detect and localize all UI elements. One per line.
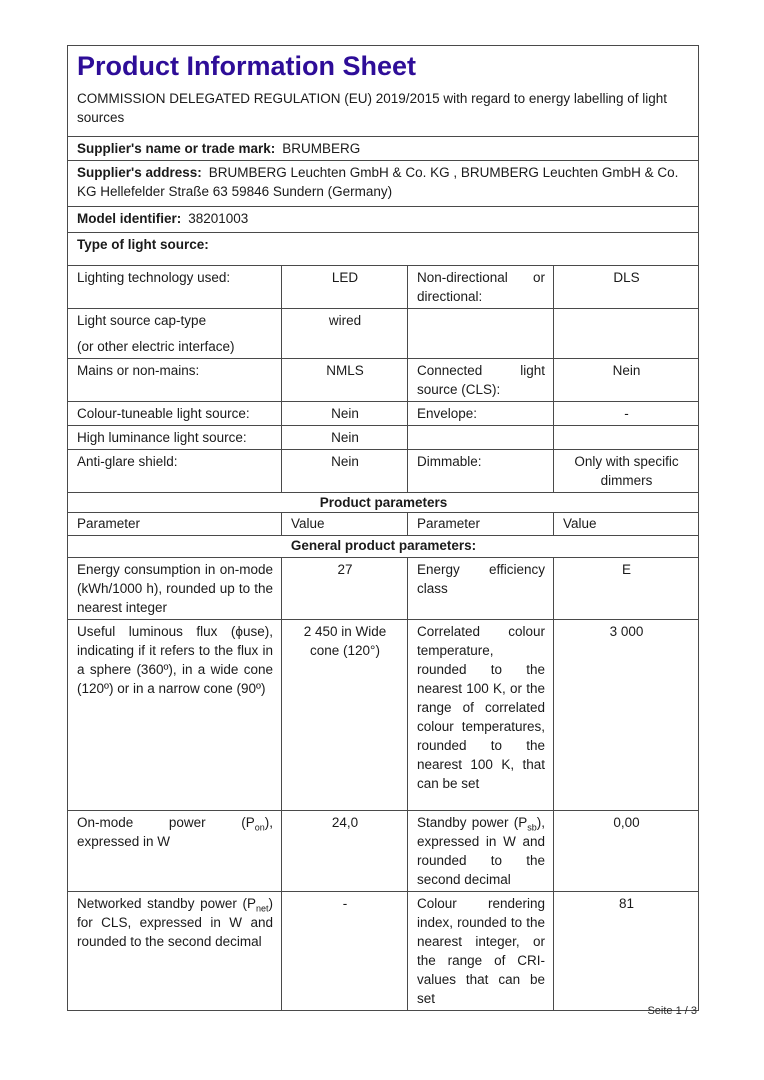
anti-glare-label: Anti-glare shield: [68,450,282,493]
table-row [68,402,699,426]
empty-cell [408,426,554,450]
energy-consumption-value: 27 [282,558,408,620]
dimmable-label: Dimmable: [408,450,554,493]
supplier-address-value: BRUMBERG Leuchten GmbH & Co. KG , BRUMBERG Leuchten GmbH & Co. KG Hellefelder Straße 63 59846 Sundern (Germany) [77,165,679,199]
on-mode-power-label-post: ), expressed in W [77,815,273,849]
energy-consumption-label: Energy consumption in on-mode (kWh/1000 h), rounded up to the nearest integer [68,558,282,620]
supplier-name-cell [68,137,699,161]
colour-rendering-index-label: Colour rendering index, rounded to the nearest integer, or the range of CRI-values that can be set [408,892,554,1011]
column-header-parameter-1: Parameter [68,513,282,536]
dimmable-value: Only with specific dimmers [554,450,699,493]
table-row [68,266,699,309]
table-row [68,426,699,450]
type-of-light-source-cell [68,233,699,266]
colour-rendering-index-value: 81 [554,892,699,1011]
supplier-address-cell [68,161,699,207]
supplier-name-value: BRUMBERG [282,141,361,156]
standby-power-label-post: ), expressed in W and rounded to the second decimal [417,815,545,887]
cap-type-label-line1: Light source cap-type [77,313,207,328]
standby-power-value: 0,00 [554,811,699,892]
connected-light-source-label: Connected light source (CLS): [408,359,554,402]
column-header-parameter-2: Parameter [408,513,554,536]
high-luminance-value: Nein [282,426,408,450]
table-row [68,892,699,1011]
luminous-flux-label: Useful luminous flux (ϕuse), indicating if it refers to the flux in a sphere (360º), in a wide cone (120º) or in a narrow cone (90º) [68,620,282,811]
model-identifier-cell [68,207,699,233]
table-row [68,450,699,493]
cap-type-label-line2: (or other electric interface) [77,339,235,354]
networked-standby-label-pre: Networked standby power (P [77,896,256,911]
standby-power-subscript: sb [527,822,537,833]
anti-glare-value: Nein [282,450,408,493]
column-header-row [68,513,699,536]
title-cell [68,46,699,137]
colour-temperature-value: 3 000 [554,620,699,811]
table-row [68,620,699,811]
lighting-technology-label: Lighting technology used: [68,266,282,309]
colour-tuneable-value: Nein [282,402,408,426]
table-row [68,558,699,620]
networked-standby-label-post: ) for CLS, expressed in W and rounded to the second decimal [77,896,273,949]
on-mode-power-label [68,811,282,892]
mains-label: Mains or non-mains: [68,359,282,402]
column-header-value-1: Value [282,513,408,536]
table-row [68,359,699,402]
title-row [68,46,699,137]
page-number: Seite 1 / 3 [647,1005,697,1017]
luminous-flux-value: 2 450 in Wide cone (120°) [282,620,408,811]
colour-tuneable-label: Colour-tuneable light source: [68,402,282,426]
product-information-sheet [67,45,698,1011]
energy-efficiency-class-value: E [554,558,699,620]
model-identifier-label: Model identifier: [77,211,182,226]
table-row [68,309,699,359]
directional-value: DLS [554,266,699,309]
directional-label: Non-directional or directional: [408,266,554,309]
envelope-label: Envelope: [408,402,554,426]
standby-power-label-pre: Standby power (P [417,815,528,830]
energy-efficiency-class-label: Energy efficiency class [408,558,554,620]
colour-temperature-label: Correlated colour temperature, rounded to the nearest 100 K, or the range of correlated colour temperatures, rounded to the nearest 100 K, that can be set [408,620,554,811]
connected-light-source-value: Nein [554,359,699,402]
empty-cell [408,309,554,359]
product-parameters-heading: Product parameters [68,493,699,513]
product-parameters-heading-row [68,493,699,513]
networked-standby-label [68,892,282,1011]
column-header-value-2: Value [554,513,699,536]
model-identifier-row [68,207,699,233]
general-parameters-heading: General product parameters: [68,536,699,558]
empty-cell [554,426,699,450]
lighting-technology-value: LED [282,266,408,309]
standby-power-label [408,811,554,892]
model-identifier-value: 38201003 [188,211,249,226]
cap-type-value: wired [282,309,408,359]
type-of-light-source-row [68,233,699,266]
empty-cell [554,309,699,359]
supplier-address-row [68,161,699,207]
table-row [68,811,699,892]
type-of-light-source-heading: Type of light source: [77,237,209,252]
supplier-name-row [68,137,699,161]
supplier-name-label: Supplier's name or trade mark: [77,141,276,156]
page-title: Product Information Sheet [77,51,417,81]
general-parameters-heading-row [68,536,699,558]
networked-standby-subscript: net [255,903,269,914]
supplier-address-label: Supplier's address: [77,165,202,180]
envelope-value: - [554,402,699,426]
mains-value: NMLS [282,359,408,402]
on-mode-power-subscript: on [254,822,265,833]
high-luminance-label: High luminance light source: [68,426,282,450]
on-mode-power-value: 24,0 [282,811,408,892]
product-info-table [67,45,699,1011]
on-mode-power-label-pre: On-mode power (P [77,815,255,830]
page-subtitle: COMMISSION DELEGATED REGULATION (EU) 2019/2015 with regard to energy labelling of light sources [77,91,667,125]
networked-standby-value: - [282,892,408,1011]
cap-type-label [68,309,282,359]
